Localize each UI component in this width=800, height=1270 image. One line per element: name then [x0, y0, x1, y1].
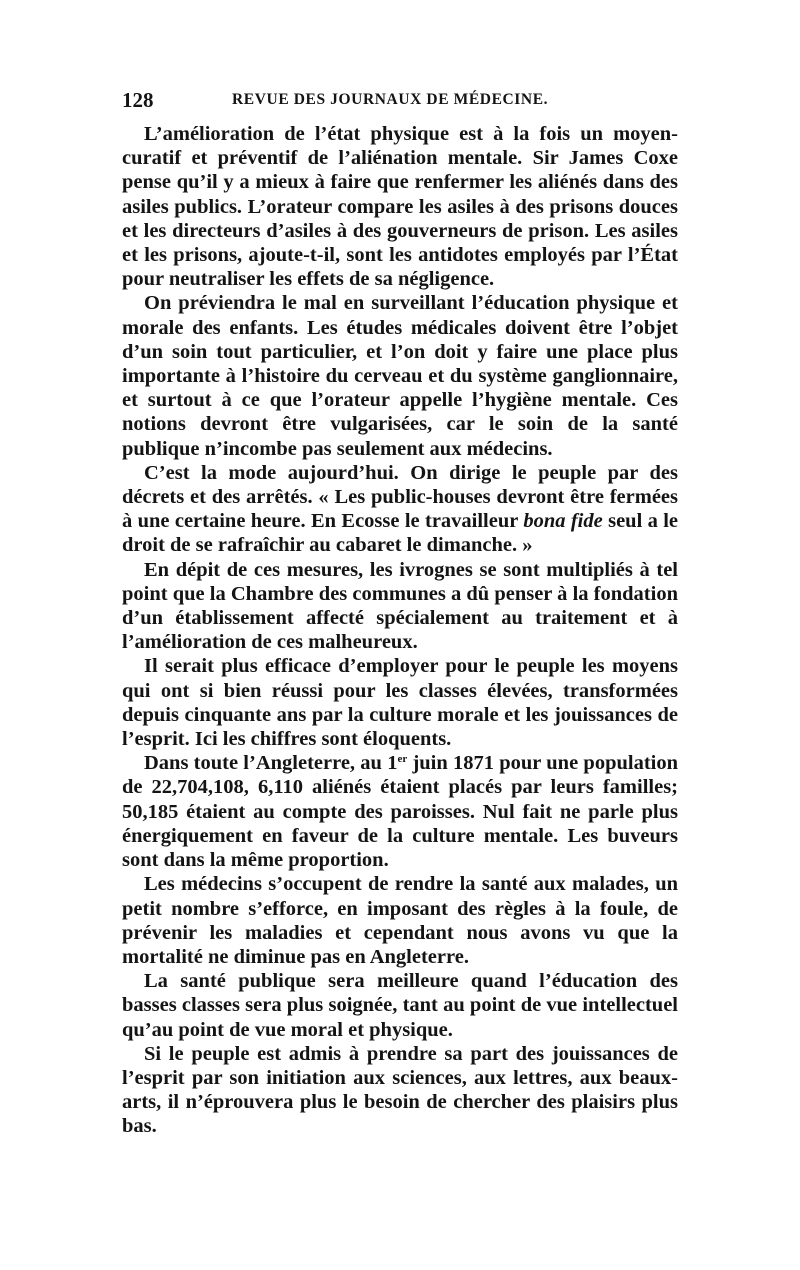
- paragraph-1: L’amélioration de l’état physique est à la fois un moyen-curatif et préventif de l’aliénation mentale. Sir James Coxe pense qu’il y a mieux à faire que renfermer les aliénés dans des asiles publics. L’orateur compare les asiles à des prisons douces et les directeurs d’asiles à des gouverneurs de prison. Les asiles et les prisons, ajoute-t-il, sont les antidotes employés par l’État pour neutraliser les effets de sa négligence.: [122, 123, 678, 291]
- paragraph-5: Il serait plus efficace d’employer pour le peuple les moyens qui ont si bien réussi pour les classes élevées, transformées depuis cinquante ans par la culture morale et les jouissances de l’esprit. Ici les chiffres sont éloquents.: [122, 655, 678, 751]
- paragraph-9: Si le peuple est admis à prendre sa part des jouissances de l’esprit par son initiation aux sciences, aux lettres, aux beaux-arts, il n’éprouvera plus le besoin de chercher des plaisirs plus bas.: [122, 1042, 678, 1138]
- book-page: [122, 88, 678, 1139]
- paragraph-7: Les médecins s’occupent de rendre la santé aux malades, un petit nombre s’efforce, en imposant des règles à la foule, de prévenir les maladies et cependant nous avons vu que la mortalité ne diminue pas en Angleterre.: [122, 873, 678, 968]
- paragraph-3: C’est la mode aujourd’hui. On dirige le peuple par des décrets et des arrêtés. « Les public-houses devront être fermées à une certaine heure. En Ecosse le travailleur bona fide seul a le droit de se rafraîchir au cabaret le dimanche. »: [122, 461, 679, 557]
- page-number: 128: [122, 88, 154, 112]
- running-head: [122, 88, 678, 122]
- body-text: [122, 122, 678, 1139]
- paragraph-4: En dépit de ces mesures, les ivrognes se sont multipliés à tel point que la Chambre des communes a dû penser à la fondation d’un établissement affecté spécialement au traitement et à l’amélioration de ces malheureux.: [122, 558, 678, 654]
- paragraph-8: La santé publique sera meilleure quand l’éducation des basses classes sera plus soignée, tant au point de vue intellectuel qu’au point de vue moral et physique.: [122, 970, 678, 1041]
- paragraph-2: On préviendra le mal en surveillant l’éducation physique et morale des enfants. Les études médicales doivent être l’objet d’un soin tout particulier, et l’on doit y faire une place plus importante à l’histoire du cerveau et du système ganglionnaire, et surtout à ce que l’orateur appelle l’hygiène mentale. Ces notions devront être vulgarisées, car le soin de la santé publique n’incombe pas seulement aux médecins.: [122, 292, 678, 460]
- running-title: REVUE DES JOURNAUX DE MÉDECINE.: [232, 91, 549, 108]
- paragraph-6: Dans toute l’Angleterre, au 1er juin 1871 pour une population de 22,704,108, 6,110 aliénés étaient placés par leurs familles; 50,185 étaient au compte des paroisses. Nul fait ne parle plus énergiquement en faveur de la culture mentale. Les buveurs sont dans la même proportion.: [122, 752, 678, 872]
